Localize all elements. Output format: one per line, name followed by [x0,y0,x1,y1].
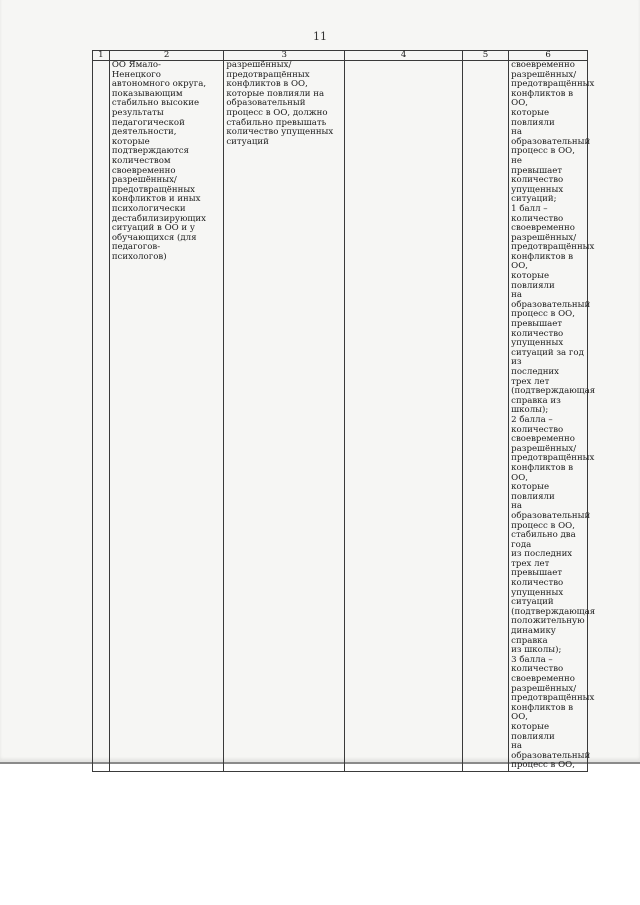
cell-col-6: своевременно разрешённых/ предотвращённых конфликтов в ОО, которые повлияли на образовательный процесс в ОО, не превышает количество упущенных ситуаций; 1 балл – количество своевременно разрешённых/ предотвращённых конфликтов в ОО, которые повлияли на образовательный процесс в ОО, превышает количество упущенных ситуаций за год из последних трех лет (подтверждающая справка из школы); 2 балла – количество своевременно разрешённых/ предотвращённых конфликтов в ОО, которые повлияли на образовательный процесс в ОО, стабильно два года из последних трех лет превышает количество упущенных ситуаций (подтверждающая положительную динамику справка из школы); 3 балла – количество своевременно разрешённых/ предотвращённых конфликтов в ОО, которые повлияли на образовательный процесс в ОО, [509,61,588,772]
cell-col-2: ОО Ямало- Ненецкого автономного округа, показывающим стабильно высокие результаты педагогической деятельности, которые подтверждаются количеством своевременно разрешённых/ предотвращённых конфликтов и иных психологически дестабилизирующих ситуаций в ОО и у обучающихся (для педагогов- психологов) [109,61,224,772]
header-col-1: 1 [93,51,110,61]
header-col-2: 2 [109,51,224,61]
header-col-3: 3 [224,51,345,61]
header-col-6: 6 [509,51,588,61]
table-row [93,61,588,772]
cell-col-3: разрешённых/ предотвращённых конфликтов в ОО, которые повлияли на образовательный процесс в ОО, должно стабильно превышать количество упущенных ситуаций [224,61,345,772]
header-row [93,51,588,61]
header-col-5: 5 [462,51,508,61]
cell-col-5 [462,61,508,772]
page-number: 11 [313,30,327,43]
cell-col-1 [93,61,110,772]
cell-col-4 [345,61,463,772]
criteria-table [92,50,596,772]
header-col-4: 4 [345,51,463,61]
